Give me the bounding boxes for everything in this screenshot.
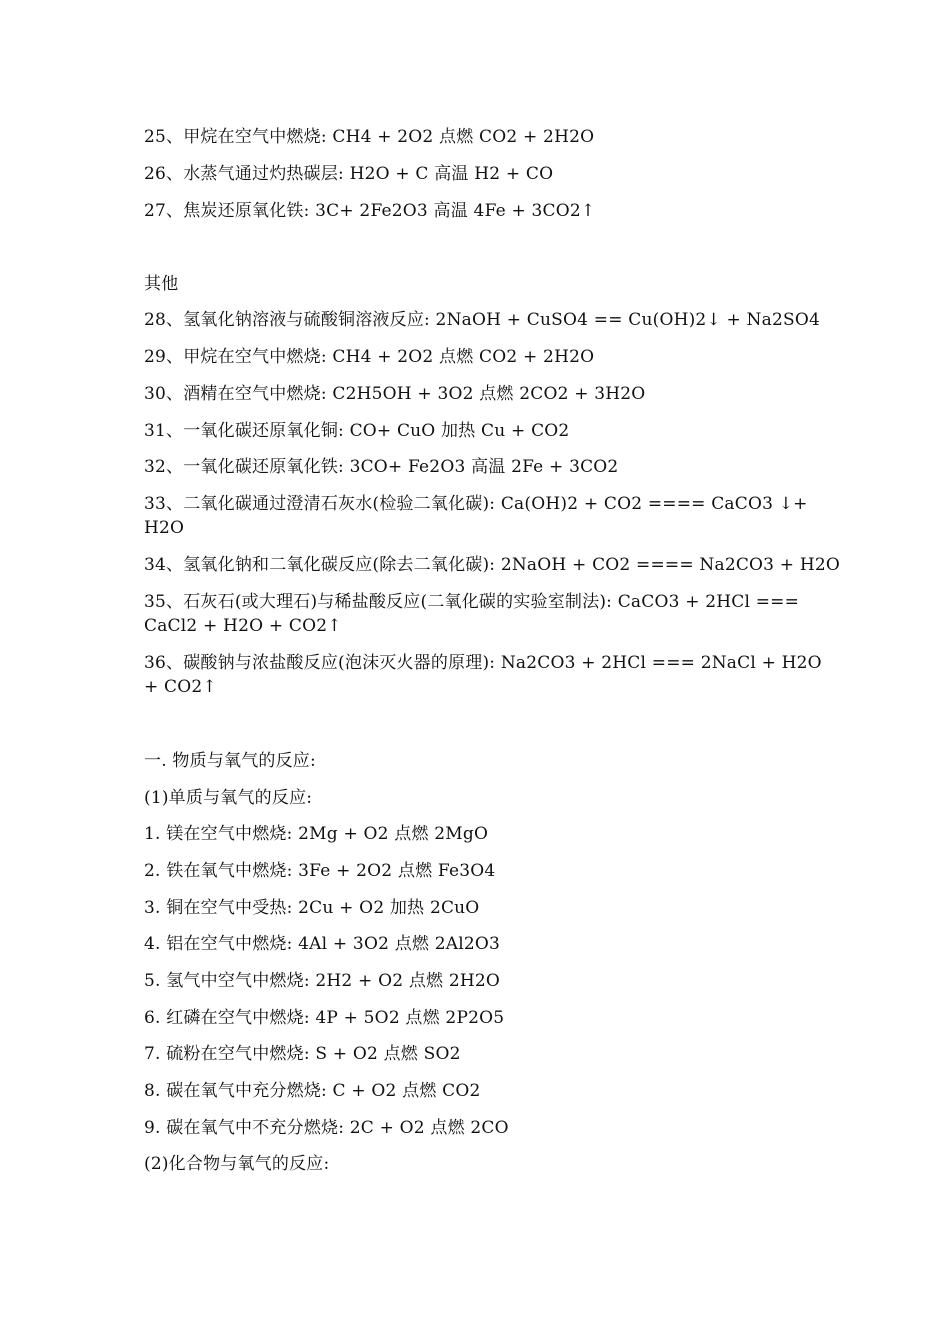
subsection-heading-elements: (1)单质与氧气的反应: (144, 788, 313, 808)
equation-line-28: 28、氢氧化钠溶液与硫酸铜溶液反应: 2NaOH + CuSO4 == Cu(OH)2↓ + Na2SO4 (144, 310, 820, 330)
equation-line-3: 3. 铜在空气中受热: 2Cu + O2 加热 2CuO (144, 898, 480, 918)
equation-line-32: 32、一氧化碳还原氧化铁: 3CO+ Fe2O3 高温 2Fe + 3CO2 (144, 457, 619, 477)
equation-line-29: 29、甲烷在空气中燃烧: CH4 + 2O2 点燃 CO2 + 2H2O (144, 347, 595, 367)
equation-line-25: 25、甲烷在空气中燃烧: CH4 + 2O2 点燃 CO2 + 2H2O (144, 127, 595, 147)
equation-line-5: 5. 氢气中空气中燃烧: 2H2 + O2 点燃 2H2O (144, 971, 501, 991)
equation-line-36: 36、碳酸钠与浓盐酸反应(泡沫灭火器的原理): Na2CO3 + 2HCl === 2NaCl + H2O (144, 653, 822, 673)
equation-line-36-continued: + CO2↑ (144, 677, 217, 697)
section-heading-oxygen-reactions: 一. 物质与氧气的反应: (144, 751, 316, 771)
equation-line-31: 31、一氧化碳还原氧化铜: CO+ CuO 加热 Cu + CO2 (144, 421, 570, 441)
equation-line-2: 2. 铁在氧气中燃烧: 3Fe + 2O2 点燃 Fe3O4 (144, 861, 496, 881)
equation-line-9: 9. 碳在氧气中不充分燃烧: 2C + O2 点燃 2CO (144, 1118, 509, 1138)
equation-line-1: 1. 镁在空气中燃烧: 2Mg + O2 点燃 2MgO (144, 824, 489, 844)
equation-line-30: 30、酒精在空气中燃烧: C2H5OH + 3O2 点燃 2CO2 + 3H2O (144, 384, 646, 404)
equation-line-4: 4. 铝在空气中燃烧: 4Al + 3O2 点燃 2Al2O3 (144, 934, 501, 954)
equation-line-7: 7. 硫粉在空气中燃烧: S + O2 点燃 SO2 (144, 1044, 461, 1064)
equation-line-6: 6. 红磷在空气中燃烧: 4P + 5O2 点燃 2P2O5 (144, 1008, 505, 1028)
equation-line-8: 8. 碳在氧气中充分燃烧: C + O2 点燃 CO2 (144, 1081, 481, 1101)
equation-line-27: 27、焦炭还原氧化铁: 3C+ 2Fe2O3 高温 4Fe + 3CO2↑ (144, 201, 596, 221)
equation-line-33: 33、二氧化碳通过澄清石灰水(检验二氧化碳): Ca(OH)2 + CO2 ==== CaCO3 ↓+ (144, 494, 808, 514)
equation-line-35: 35、石灰石(或大理石)与稀盐酸反应(二氧化碳的实验室制法): CaCO3 + 2HCl === (144, 592, 800, 612)
section-heading-other: 其他 (144, 274, 179, 294)
subsection-heading-compounds: (2)化合物与氧气的反应: (144, 1154, 330, 1174)
equation-line-33-continued: H2O (144, 518, 185, 538)
equation-line-35-continued: CaCl2 + H2O + CO2↑ (144, 616, 342, 636)
equation-line-26: 26、水蒸气通过灼热碳层: H2O + C 高温 H2 + CO (144, 164, 554, 184)
equation-line-34: 34、氢氧化钠和二氧化碳反应(除去二氧化碳): 2NaOH + CO2 ==== Na2CO3 + H2O (144, 555, 841, 575)
